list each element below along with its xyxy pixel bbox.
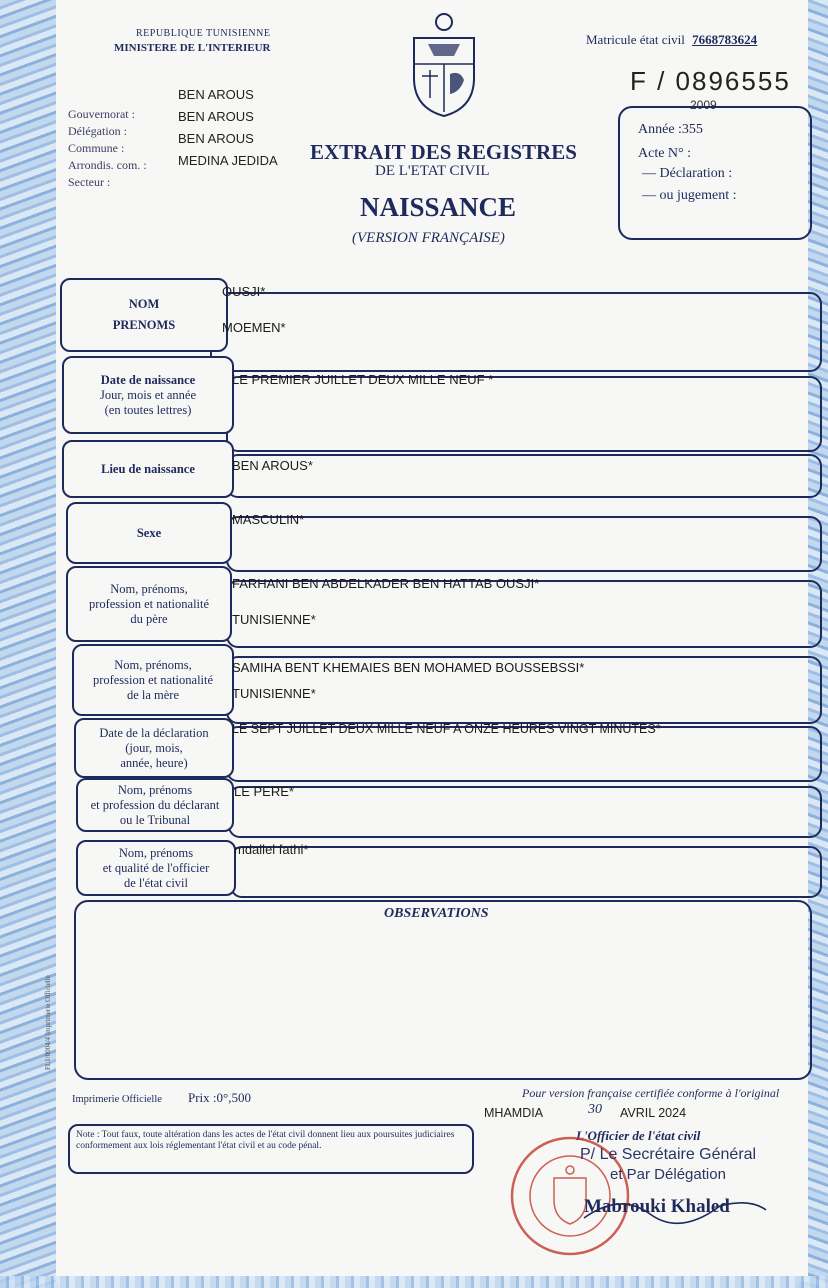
- secteur-label: Secteur :: [68, 175, 111, 189]
- annee-label: Année :355: [638, 122, 703, 137]
- place-value: MHAMDIA: [484, 1106, 544, 1120]
- imprimerie-label: Imprimerie Officielle: [72, 1094, 162, 1105]
- signatory-name: Mabrouki Khaled: [584, 1196, 730, 1217]
- date-naissance-label: Date de naissance: [100, 372, 196, 387]
- delegation-text: et Par Délégation: [610, 1166, 726, 1183]
- officier-label1: Nom, prénoms: [118, 845, 194, 860]
- lieu-box: [226, 454, 822, 498]
- certification-text: Pour version française certifiée conforme à l'original: [522, 1086, 780, 1100]
- delegation-value: BEN AROUS: [178, 131, 254, 146]
- officier-label3: de l'état civil: [123, 875, 189, 890]
- year-value: 2009: [690, 98, 717, 112]
- observations-label: OBSERVATIONS: [384, 906, 489, 921]
- title-line2: DE L'ETAT CIVIL: [375, 163, 490, 179]
- commune-value: MEDINA JEDIDA: [178, 153, 278, 168]
- ministry-label: MINISTERE DE L'INTERIEUR: [114, 42, 271, 54]
- pere-label3: du père: [130, 611, 168, 626]
- officier-box: [230, 846, 822, 898]
- lieu-value: BEN AROUS*: [232, 458, 313, 473]
- declaration-date-value: LE SEPT JUILLET DEUX MILLE NEUF A ONZE HEURES VINGT MINUTES*: [232, 722, 661, 736]
- security-border-bottom: [0, 1276, 828, 1288]
- mere-label3: de la mère: [126, 687, 180, 702]
- declaration-date-label3: année, heure): [120, 755, 188, 770]
- mere-nationalite: TUNISIENNE*: [232, 686, 316, 701]
- date-naissance-sub2: (en toutes lettres): [104, 402, 192, 417]
- prenoms-value: MOEMEN*: [222, 320, 286, 335]
- jugement-label: — ou jugement :: [642, 188, 737, 203]
- republic-label: REPUBLIQUE TUNISIENNE: [136, 28, 271, 39]
- arrondissement-label: Arrondis. com. :: [68, 158, 147, 172]
- note-text: Note : Tout faux, toute altération dans les actes de l'état civil donnent lieu aux poursuites judiciaires conformement aux lois réglementant l'état civil et au code pénal.: [76, 1130, 455, 1151]
- title-main: NAISSANCE: [360, 192, 517, 222]
- nom-value: OUSJI*: [222, 284, 266, 299]
- secretaire-text: P/ Le Secrétaire Général: [580, 1146, 757, 1163]
- declaration-label: — Déclaration :: [642, 166, 733, 181]
- declarant-label3: ou le Tribunal: [119, 812, 191, 827]
- mere-label2: profession et nationalité: [92, 672, 214, 687]
- pere-value: FARHANI BEN ABDELKADER BEN HATTAB OUSJI*: [232, 576, 540, 591]
- declarant-value: LE PERE*: [234, 784, 294, 799]
- matricule-value: 7668783624: [692, 32, 758, 47]
- matricule-label: Matricule état civil: [586, 32, 685, 47]
- officier-title: L'Officier de l'état civil: [576, 1128, 701, 1143]
- security-border-left: [0, 0, 58, 1288]
- pere-label2: profession et nationalité: [88, 596, 210, 611]
- month-year-value: AVRIL 2024: [620, 1106, 687, 1120]
- pere-label1: Nom, prénoms,: [110, 581, 188, 596]
- declarant-label2: et profession du déclarant: [90, 797, 220, 812]
- date-naissance-value: LE PREMIER JUILLET DEUX MILLE NEUF *: [232, 372, 494, 387]
- sexe-box: [226, 516, 822, 572]
- sexe-label: Sexe: [66, 502, 232, 564]
- prix-label: Prix :0°,500: [188, 1090, 251, 1105]
- observations-box: [74, 900, 812, 1080]
- lieu-label: Lieu de naissance: [62, 440, 234, 498]
- officier-value: mdallel fathi*: [234, 842, 309, 857]
- pere-nationalite: TUNISIENNE*: [232, 612, 316, 627]
- coat-of-arms-emblem: [408, 8, 480, 120]
- mere-label1: Nom, prénoms,: [114, 657, 192, 672]
- gouvernorat-value: BEN AROUS: [178, 109, 254, 124]
- nom-value-box: [210, 292, 822, 372]
- day-value: 30: [588, 1102, 602, 1117]
- date-naissance-box: [226, 376, 822, 452]
- prenoms-label: PRENOMS: [112, 318, 176, 332]
- declaration-date-label2: (jour, mois,: [125, 740, 183, 755]
- mere-value: SAMIHA BENT KHEMAIES BEN MOHAMED BOUSSEBSSI*: [232, 660, 585, 675]
- declaration-date-label1: Date de la déclaration: [99, 725, 209, 740]
- date-naissance-sub1: Jour, mois et année: [99, 387, 196, 402]
- gouvernorat-label: Gouvernorat :: [68, 107, 135, 121]
- declarant-label1: Nom, prénoms: [117, 782, 193, 797]
- top-value: BEN AROUS: [178, 87, 254, 102]
- title-version: (VERSION FRANÇAISE): [352, 230, 505, 246]
- title-line1: EXTRAIT DES REGISTRES: [310, 140, 577, 164]
- declarant-box: [228, 786, 822, 838]
- serial-number: F / 0896555: [630, 66, 791, 96]
- acte-label: Acte N° :: [638, 146, 692, 161]
- officier-label2: et qualité de l'officier: [102, 860, 210, 875]
- delegation-label: Délégation :: [68, 124, 127, 138]
- nom-label: NOM: [128, 297, 160, 311]
- sexe-value: MASCULIN*: [232, 512, 305, 527]
- signature-scribble: [580, 1188, 770, 1228]
- commune-label: Commune :: [68, 141, 125, 155]
- side-print-text: FL1/0004/4 Imprimerie Officielle: [44, 975, 52, 1070]
